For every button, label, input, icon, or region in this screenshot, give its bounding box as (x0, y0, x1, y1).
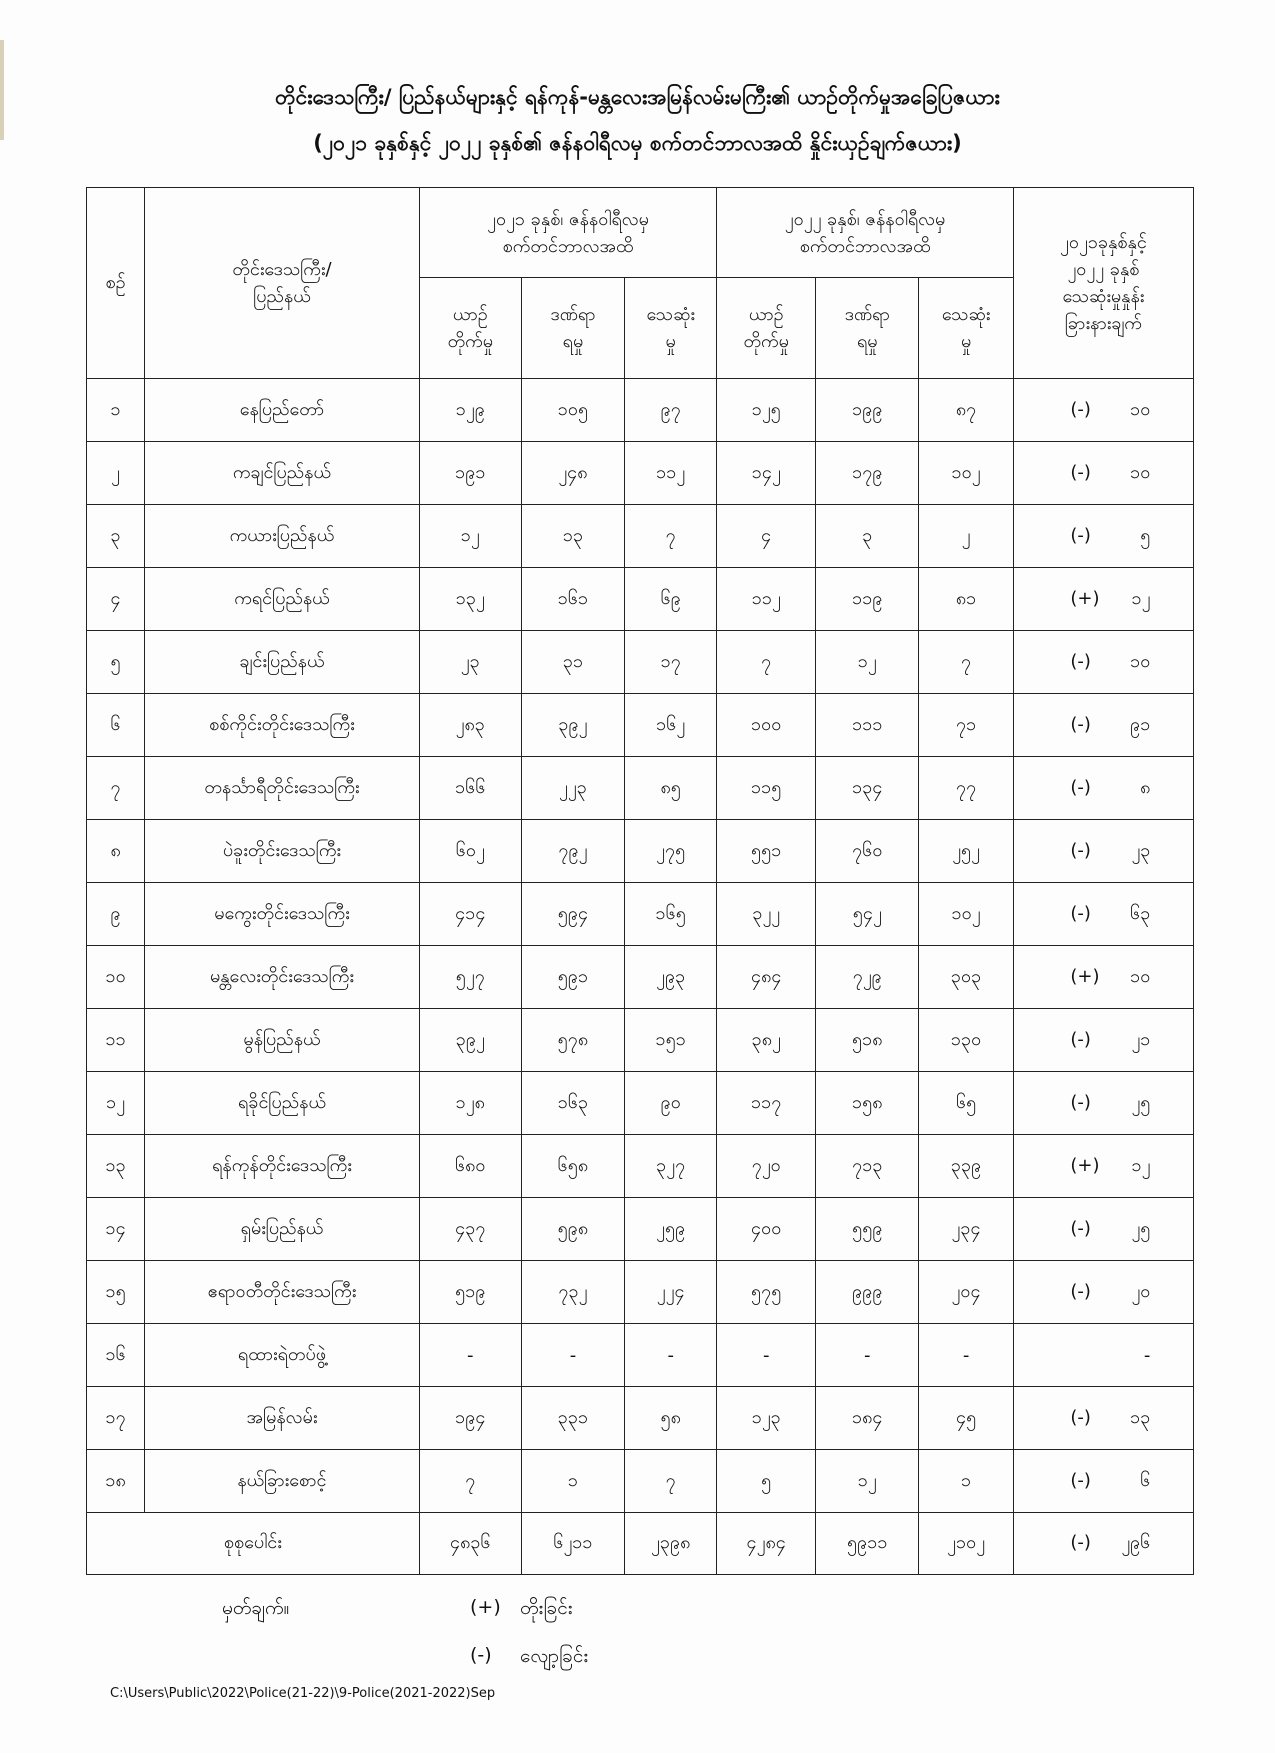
subheader-injured-2021-line1: ဒဏ်ရာ (550, 304, 596, 325)
difference-value: ၁၀ (1130, 650, 1151, 672)
cell-deaths-2022: ၂၅၂ (919, 820, 1013, 883)
cell-difference (1013, 1387, 1193, 1450)
cell-accidents-2021: ၇ (419, 1450, 521, 1513)
cell-difference (1013, 757, 1193, 820)
table-row (87, 1324, 1194, 1387)
cell-injured-2022: ၅၅၉ (816, 1198, 919, 1261)
subheader-deaths-2022-line2: မှု (960, 331, 972, 352)
row-region: ရှမ်းပြည်နယ် (145, 1198, 420, 1261)
cell-deaths-2022: ၁၃၀ (919, 1009, 1013, 1072)
subheader-accidents-2022-line1: ယာဉ် (748, 304, 784, 325)
cell-accidents-2022: ၃၈၂ (717, 1009, 816, 1072)
header-period-2022 (717, 188, 1014, 278)
cell-injured-2022: ၉၉၉ (816, 1261, 919, 1324)
difference-sign: (-) (1070, 902, 1091, 924)
cell-injured-2021: - (521, 1324, 624, 1387)
notes-plus-text: တိုးခြင်း (520, 1597, 573, 1619)
cell-difference (1013, 568, 1193, 631)
difference-value: ၁၂ (1131, 1154, 1151, 1176)
header-diff-line4: ခြားနားချက် (1064, 313, 1142, 334)
cell-accidents-2022: ၁၁၇ (717, 1072, 816, 1135)
cell-deaths-2021: ၁၁၂ (625, 442, 717, 505)
cell-accidents-2022: ၅၅၁ (717, 820, 816, 883)
table-row (87, 1387, 1194, 1450)
cell-difference (1013, 379, 1193, 442)
cell-injured-2022: ၁၇၉ (816, 442, 919, 505)
cell-injured-2021: ၂၄၈ (521, 442, 624, 505)
row-region: နေပြည်တော် (145, 379, 420, 442)
table-row (87, 631, 1194, 694)
subheader-deaths-2021-line2: မှု (665, 331, 676, 352)
header-diff-line1: ၂၀၂၁ခုနှစ်နှင့် (1060, 232, 1147, 253)
row-region: အမြန်လမ်း (145, 1387, 420, 1450)
cell-injured-2022: - (816, 1324, 919, 1387)
cell-injured-2022: ၁၁၉ (816, 568, 919, 631)
accident-comparison-table (86, 187, 1194, 1575)
row-region: ပဲခူးတိုင်းဒေသကြီး (145, 820, 420, 883)
cell-accidents-2021: ၅၂၇ (419, 946, 521, 1009)
cell-accidents-2022: ၇၂၀ (717, 1135, 816, 1198)
cell-deaths-2021: ၁၆၅ (625, 883, 717, 946)
cell-injured-2021: ၁၆၁ (521, 568, 624, 631)
table-row (87, 442, 1194, 505)
cell-injured-2021: ၃၉၂ (521, 694, 624, 757)
cell-injured-2021: ၁ (521, 1450, 624, 1513)
notes-minus-sign: (-) (470, 1644, 492, 1666)
row-no: ၉ (87, 883, 145, 946)
subheader-injured-2022 (816, 278, 919, 379)
difference-value: ၂၅ (1131, 1091, 1151, 1113)
cell-accidents-2022: ၇ (717, 631, 816, 694)
difference-value: ၂၀ (1131, 1280, 1151, 1302)
table-row (87, 757, 1194, 820)
subheader-injured-2022-line2: ရမှု (856, 331, 878, 352)
cell-deaths-2021: ၈၅ (625, 757, 717, 820)
subheader-injured-2022-line1: ဒဏ်ရာ (844, 304, 890, 325)
cell-accidents-2021: ၂၃ (419, 631, 521, 694)
subheader-accidents-2021-line2: တိုက်မှု (447, 331, 493, 352)
cell-injured-2021: ၅၇၈ (521, 1009, 624, 1072)
total-accidents-2022: ၄၂၈၄ (717, 1513, 816, 1575)
cell-injured-2021: ၇၉၂ (521, 820, 624, 883)
row-region: မန္တလေးတိုင်းဒေသကြီး (145, 946, 420, 1009)
cell-accidents-2022: ၅၇၅ (717, 1261, 816, 1324)
row-no: ၆ (87, 694, 145, 757)
cell-accidents-2021: ၆၀၂ (419, 820, 521, 883)
cell-deaths-2021: ၆၉ (625, 568, 717, 631)
table-row (87, 1261, 1194, 1324)
cell-accidents-2022: ၄၀၀ (717, 1198, 816, 1261)
cell-injured-2022: ၇၁၃ (816, 1135, 919, 1198)
difference-sign: (-) (1070, 1091, 1091, 1113)
cell-accidents-2022: ၁၂၃ (717, 1387, 816, 1450)
header-region-line2: ပြည်နယ် (253, 286, 311, 307)
cell-difference (1013, 946, 1193, 1009)
cell-injured-2022: ၅၁၈ (816, 1009, 919, 1072)
cell-deaths-2021: ၇ (625, 1450, 717, 1513)
row-no: ၁၈ (87, 1450, 145, 1513)
row-no: ၁၆ (87, 1324, 145, 1387)
table-row (87, 1450, 1194, 1513)
cell-injured-2022: ၇၂၉ (816, 946, 919, 1009)
cell-injured-2021: ၅၉၁ (521, 946, 624, 1009)
table-row (87, 946, 1194, 1009)
row-region: တနင်္သာရီတိုင်းဒေသကြီး (145, 757, 420, 820)
cell-deaths-2021: ၁၅၁ (625, 1009, 717, 1072)
cell-accidents-2022: ၄ (717, 505, 816, 568)
total-deaths-2021: ၂၃၉၈ (625, 1513, 717, 1575)
difference-value: ၈ (1140, 776, 1151, 798)
row-region: မကွေးတိုင်းဒေသကြီး (145, 883, 420, 946)
cell-injured-2021: ၁၆၃ (521, 1072, 624, 1135)
row-region: ကချင်ပြည်နယ် (145, 442, 420, 505)
cell-injured-2021: ၆၅၈ (521, 1135, 624, 1198)
cell-accidents-2021: ၁၂၉ (419, 379, 521, 442)
header-diff-line2: ၂၀၂၂ ခုနှစ် (1067, 259, 1140, 280)
row-region: ကရင်ပြည်နယ် (145, 568, 420, 631)
cell-injured-2021: ၇၃၂ (521, 1261, 624, 1324)
cell-deaths-2022: ၂ (919, 505, 1013, 568)
header-period-2021 (419, 188, 717, 278)
table-row (87, 379, 1194, 442)
row-no: ၁၁ (87, 1009, 145, 1072)
cell-accidents-2021: ၄၃၇ (419, 1198, 521, 1261)
difference-value: ၆၃ (1130, 902, 1151, 924)
table-row (87, 1135, 1194, 1198)
notes-label: မှတ်ချက်။ (222, 1597, 290, 1619)
table-row (87, 820, 1194, 883)
row-no: ၂ (87, 442, 145, 505)
header-period-2021-line1: ၂၀၂၁ ခုနှစ်၊ ဇန်နဝါရီလမှ (487, 208, 649, 230)
cell-injured-2021: ၁၀၅ (521, 379, 624, 442)
row-region: ဧရာဝတီတိုင်းဒေသကြီး (145, 1261, 420, 1324)
cell-deaths-2022: ၈၁ (919, 568, 1013, 631)
cell-deaths-2022: ၂၀၄ (919, 1261, 1013, 1324)
difference-sign: (+) (1070, 1154, 1100, 1176)
row-region: ကယားပြည်နယ် (145, 505, 420, 568)
cell-difference (1013, 1009, 1193, 1072)
cell-injured-2021: ၁၃ (521, 505, 624, 568)
cell-accidents-2021: - (419, 1324, 521, 1387)
cell-injured-2022: ၁၉၉ (816, 379, 919, 442)
total-accidents-2021: ၄၈၃၆ (419, 1513, 521, 1575)
difference-sign: (+) (1070, 965, 1100, 987)
page-subtitle: (၂၀၂၁ ခုနှစ်နှင့် ၂၀၂၂ ခုနှစ်၏ ဇန်နဝါရီလမှ စက်တင်ဘာလအထိ နှိုင်းယှဉ်ချက်ဇယား) (313, 131, 962, 155)
difference-value: ၁၀ (1130, 965, 1151, 987)
difference-value: ၂၁ (1131, 1028, 1151, 1050)
cell-deaths-2021: ၉၇ (625, 379, 717, 442)
cell-accidents-2022: - (717, 1324, 816, 1387)
notes-minus-text: လျော့ခြင်း (520, 1645, 589, 1667)
header-row (87, 188, 1194, 278)
subheader-injured-2021 (521, 278, 624, 379)
cell-injured-2021: ၅၉၈ (521, 1198, 624, 1261)
subheader-deaths-2022 (919, 278, 1013, 379)
difference-value: - (1143, 1344, 1151, 1366)
cell-accidents-2021: ၁၉၄ (419, 1387, 521, 1450)
subheader-accidents-2021 (419, 278, 521, 379)
cell-deaths-2021: ၁၆၂ (625, 694, 717, 757)
cell-difference (1013, 1261, 1193, 1324)
cell-deaths-2021: ၉၀ (625, 1072, 717, 1135)
row-no: ၁ (87, 379, 145, 442)
difference-sign: (-) (1070, 713, 1091, 735)
difference-value: ၁၀ (1130, 398, 1151, 420)
table-row (87, 505, 1194, 568)
table-row (87, 568, 1194, 631)
row-no: ၁၇ (87, 1387, 145, 1450)
cell-injured-2021: ၃၁ (521, 631, 624, 694)
cell-difference (1013, 505, 1193, 568)
cell-deaths-2021: ၂၉၃ (625, 946, 717, 1009)
cell-deaths-2022: ၃၃၉ (919, 1135, 1013, 1198)
cell-injured-2021: ၅၉၄ (521, 883, 624, 946)
difference-value: ၁၃ (1130, 1406, 1151, 1428)
cell-accidents-2021: ၃၉၂ (419, 1009, 521, 1072)
table-row (87, 694, 1194, 757)
row-region: ချင်းပြည်နယ် (145, 631, 420, 694)
cell-deaths-2022: - (919, 1324, 1013, 1387)
header-period-2021-line2: စက်တင်ဘာလအထိ (502, 235, 634, 257)
row-no: ၄ (87, 568, 145, 631)
row-no: ၈ (87, 820, 145, 883)
cell-accidents-2021: ၁၂ (419, 505, 521, 568)
cell-difference (1013, 1072, 1193, 1135)
cell-accidents-2022: ၁၁၅ (717, 757, 816, 820)
cell-deaths-2021: ၂၅၉ (625, 1198, 717, 1261)
header-no: စဉ် (87, 188, 145, 379)
header-diff-line3: သေဆုံးမှုနှုန်း (1062, 286, 1145, 307)
difference-sign: (-) (1070, 776, 1091, 798)
cell-injured-2021: ၂၂၃ (521, 757, 624, 820)
cell-difference (1013, 631, 1193, 694)
cell-difference (1013, 1135, 1193, 1198)
cell-deaths-2022: ၆၅ (919, 1072, 1013, 1135)
cell-injured-2022: ၅၄၂ (816, 883, 919, 946)
difference-value: ၉၁ (1130, 713, 1151, 735)
difference-sign: (-) (1070, 398, 1091, 420)
subheader-accidents-2021-line1: ယာဉ် (452, 304, 488, 325)
header-region (145, 188, 420, 379)
subheader-deaths-2021-line1: သေဆုံး (646, 304, 695, 325)
row-region: ရထားရဲတပ်ဖွဲ့ (145, 1324, 420, 1387)
header-death-difference (1013, 188, 1193, 379)
difference-value: ၂၉၆ (1121, 1532, 1151, 1553)
cell-injured-2022: ၇၆၀ (816, 820, 919, 883)
row-no: ၁၅ (87, 1261, 145, 1324)
difference-sign: (-) (1070, 1028, 1091, 1050)
subheader-accidents-2022 (717, 278, 816, 379)
total-label: စုစုပေါင်း (87, 1513, 420, 1575)
cell-deaths-2021: - (625, 1324, 717, 1387)
cell-accidents-2022: ၅ (717, 1450, 816, 1513)
subheader-accidents-2022-line2: တိုက်မှု (743, 331, 789, 352)
cell-difference (1013, 1324, 1193, 1387)
cell-deaths-2021: ၇ (625, 505, 717, 568)
difference-value: ၁၀ (1130, 461, 1151, 483)
cell-accidents-2021: ၄၁၄ (419, 883, 521, 946)
cell-injured-2022: ၃ (816, 505, 919, 568)
cell-injured-2022: ၁၁၁ (816, 694, 919, 757)
cell-injured-2022: ၁၅၈ (816, 1072, 919, 1135)
cell-difference (1013, 694, 1193, 757)
cell-deaths-2022: ၃၀၃ (919, 946, 1013, 1009)
cell-difference (1013, 1450, 1193, 1513)
page-title: တိုင်းဒေသကြီး/ ပြည်နယ်များနှင့် ရန်ကုန်-မန္တလေးအမြန်လမ်းမကြီး၏ ယာဉ်တိုက်မှုအခြေပြဇယား (275, 85, 1000, 109)
table-row (87, 1198, 1194, 1261)
total-injured-2022: ၅၉၁၁ (816, 1513, 919, 1575)
header-period-2022-line1: ၂၀၂၂ ခုနှစ်၊ ဇန်နဝါရီလမှ (784, 208, 946, 230)
cell-deaths-2021: ၁၇ (625, 631, 717, 694)
cell-deaths-2022: ၈၇ (919, 379, 1013, 442)
difference-sign: (-) (1070, 461, 1091, 483)
cell-deaths-2021: ၅၈ (625, 1387, 717, 1450)
cell-injured-2022: ၁၃၄ (816, 757, 919, 820)
cell-deaths-2022: ၁၀၂ (919, 883, 1013, 946)
total-deaths-2022: ၂၁၀၂ (919, 1513, 1013, 1575)
row-region: ရန်ကုန်တိုင်းဒေသကြီး (145, 1135, 420, 1198)
header-region-line1: တိုင်းဒေသကြီး/ (232, 259, 332, 280)
row-region: မွန်ပြည်နယ် (145, 1009, 420, 1072)
subheader-deaths-2022-line1: သေဆုံး (941, 304, 991, 325)
notes-plus-sign: (+) (470, 1596, 501, 1618)
difference-sign: (-) (1070, 1406, 1091, 1428)
cell-injured-2022: ၁၂ (816, 1450, 919, 1513)
row-no: ၃ (87, 505, 145, 568)
total-difference (1013, 1513, 1193, 1575)
cell-deaths-2022: ၁၀၂ (919, 442, 1013, 505)
difference-sign: (-) (1070, 524, 1091, 546)
cell-accidents-2022: ၁၂၅ (717, 379, 816, 442)
cell-difference (1013, 820, 1193, 883)
difference-value: ၅ (1140, 524, 1151, 546)
cell-injured-2021: ၃၃၁ (521, 1387, 624, 1450)
row-no: ၁၂ (87, 1072, 145, 1135)
total-injured-2021: ၆၂၁၁ (521, 1513, 624, 1575)
cell-difference (1013, 442, 1193, 505)
cell-accidents-2022: ၁၀၀ (717, 694, 816, 757)
difference-sign: (-) (1070, 1217, 1091, 1239)
row-region: ရခိုင်ပြည်နယ် (145, 1072, 420, 1135)
cell-accidents-2022: ၄၈၄ (717, 946, 816, 1009)
cell-injured-2022: ၁၂ (816, 631, 919, 694)
table-row (87, 1072, 1194, 1135)
total-row (87, 1513, 1194, 1575)
difference-sign: (-) (1070, 1532, 1091, 1553)
cell-accidents-2021: ၁၉၁ (419, 442, 521, 505)
cell-deaths-2021: ၃၂၇ (625, 1135, 717, 1198)
table-row (87, 883, 1194, 946)
cell-deaths-2022: ၇ (919, 631, 1013, 694)
row-no: ၁၃ (87, 1135, 145, 1198)
cell-accidents-2022: ၃၂၂ (717, 883, 816, 946)
cell-deaths-2021: ၂၇၅ (625, 820, 717, 883)
cell-difference (1013, 1198, 1193, 1261)
subheader-deaths-2021 (625, 278, 717, 379)
difference-sign: (-) (1070, 650, 1091, 672)
cell-deaths-2021: ၂၂၄ (625, 1261, 717, 1324)
row-no: ၁၀ (87, 946, 145, 1009)
cell-deaths-2022: ၇၇ (919, 757, 1013, 820)
difference-value: ၆ (1140, 1469, 1151, 1491)
difference-sign: (+) (1070, 587, 1100, 609)
cell-deaths-2022: ၄၅ (919, 1387, 1013, 1450)
cell-accidents-2021: ၅၁၉ (419, 1261, 521, 1324)
difference-value: ၁၂ (1131, 587, 1151, 609)
row-region: စစ်ကိုင်းတိုင်းဒေသကြီး (145, 694, 420, 757)
row-region: နယ်ခြားစောင့် (145, 1450, 420, 1513)
table-row (87, 1009, 1194, 1072)
difference-sign: (-) (1070, 1469, 1091, 1491)
difference-value: ၂၅ (1131, 1217, 1151, 1239)
cell-accidents-2021: ၁၂၈ (419, 1072, 521, 1135)
row-no: ၅ (87, 631, 145, 694)
cell-accidents-2022: ၁၄၂ (717, 442, 816, 505)
cell-deaths-2022: ၇၁ (919, 694, 1013, 757)
difference-sign: (-) (1070, 839, 1091, 861)
cell-injured-2022: ၁၈၄ (816, 1387, 919, 1450)
cell-accidents-2021: ၁၃၂ (419, 568, 521, 631)
row-no: ၇ (87, 757, 145, 820)
difference-sign: (-) (1070, 1280, 1091, 1302)
cell-accidents-2021: ၆၈၀ (419, 1135, 521, 1198)
cell-accidents-2022: ၁၁၂ (717, 568, 816, 631)
cell-deaths-2022: ၁ (919, 1450, 1013, 1513)
file-path-footer: C:\Users\Public\2022\Police(21-22)\9-Police(2021-2022)Sep (110, 1686, 496, 1701)
subheader-injured-2021-line2: ရမှု (562, 331, 584, 352)
header-period-2022-line2: စက်တင်ဘာလအထိ (799, 235, 931, 257)
cell-difference (1013, 883, 1193, 946)
cell-accidents-2021: ၂၈၃ (419, 694, 521, 757)
difference-value: ၂၃ (1131, 839, 1151, 861)
cell-accidents-2021: ၁၆၆ (419, 757, 521, 820)
cell-deaths-2022: ၂၃၄ (919, 1198, 1013, 1261)
row-no: ၁၄ (87, 1198, 145, 1261)
